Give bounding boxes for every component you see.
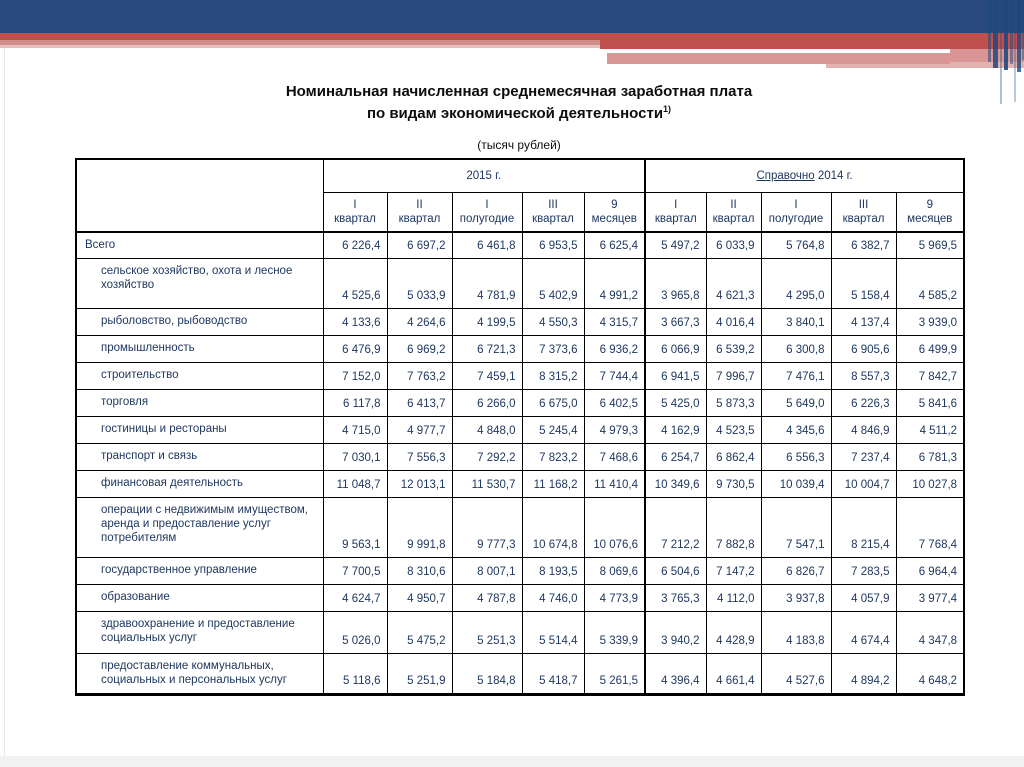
value-cell: 10 004,7 xyxy=(831,470,896,497)
bottom-strip xyxy=(0,756,1024,767)
value-cell: 5 339,9 xyxy=(584,611,645,653)
value-cell: 6 625,4 xyxy=(584,232,645,258)
value-cell: 6 905,6 xyxy=(831,335,896,362)
value-cell: 5 764,8 xyxy=(761,232,831,258)
pink-band-corner xyxy=(950,49,1024,62)
value-cell: 4 112,0 xyxy=(706,584,761,611)
slide-title xyxy=(75,84,963,122)
value-cell: 4 661,4 xyxy=(706,653,761,694)
row-label: торговля xyxy=(76,389,323,416)
value-cell: 5 418,7 xyxy=(522,653,584,694)
value-cell: 7 842,7 xyxy=(896,362,964,389)
value-cell: 4 848,0 xyxy=(452,416,522,443)
column-header: 9 месяцев xyxy=(896,192,964,232)
value-cell: 7 744,4 xyxy=(584,362,645,389)
table-row xyxy=(76,584,964,611)
value-cell: 7 030,1 xyxy=(323,443,387,470)
value-cell: 6 826,7 xyxy=(761,557,831,584)
table-row xyxy=(76,389,964,416)
value-cell: 8 557,3 xyxy=(831,362,896,389)
column-header: I квартал xyxy=(323,192,387,232)
value-cell: 6 504,6 xyxy=(645,557,706,584)
column-header: I полугодие xyxy=(452,192,522,232)
value-cell: 10 076,6 xyxy=(584,497,645,557)
value-cell: 5 026,0 xyxy=(323,611,387,653)
value-cell: 5 118,6 xyxy=(323,653,387,694)
row-label: Всего xyxy=(76,232,323,258)
value-cell: 6 721,3 xyxy=(452,335,522,362)
value-cell: 7 237,4 xyxy=(831,443,896,470)
value-cell: 4 183,8 xyxy=(761,611,831,653)
value-cell: 8 007,1 xyxy=(452,557,522,584)
row-label: сельское хозяйство, охота и лесное хозяйство xyxy=(76,258,323,308)
value-cell: 6 033,9 xyxy=(706,232,761,258)
value-cell: 9 991,8 xyxy=(387,497,452,557)
group-header-2014-underlined: Справочно xyxy=(756,169,815,182)
value-cell: 7 547,1 xyxy=(761,497,831,557)
column-header: III квартал xyxy=(831,192,896,232)
value-cell: 4 585,2 xyxy=(896,258,964,308)
value-cell: 7 882,8 xyxy=(706,497,761,557)
value-cell: 6 556,3 xyxy=(761,443,831,470)
value-cell: 6 254,7 xyxy=(645,443,706,470)
value-cell: 6 697,2 xyxy=(387,232,452,258)
value-cell: 5 184,8 xyxy=(452,653,522,694)
value-cell: 5 873,3 xyxy=(706,389,761,416)
row-label: строительство xyxy=(76,362,323,389)
value-cell: 4 347,8 xyxy=(896,611,964,653)
value-cell: 7 996,7 xyxy=(706,362,761,389)
red-block-right xyxy=(600,33,1024,49)
value-cell: 8 310,6 xyxy=(387,557,452,584)
value-cell: 6 226,3 xyxy=(831,389,896,416)
value-cell: 7 292,2 xyxy=(452,443,522,470)
value-cell: 3 965,8 xyxy=(645,258,706,308)
value-cell: 5 251,9 xyxy=(387,653,452,694)
value-cell: 5 245,4 xyxy=(522,416,584,443)
value-cell: 5 402,9 xyxy=(522,258,584,308)
value-cell: 5 514,4 xyxy=(522,611,584,653)
column-header: I квартал xyxy=(645,192,706,232)
table-row xyxy=(76,308,964,335)
top-banner xyxy=(0,0,1024,33)
value-cell: 7 468,6 xyxy=(584,443,645,470)
value-cell: 4 674,4 xyxy=(831,611,896,653)
column-header: II квартал xyxy=(706,192,761,232)
value-cell: 4 894,2 xyxy=(831,653,896,694)
value-cell: 4 162,9 xyxy=(645,416,706,443)
value-cell: 6 066,9 xyxy=(645,335,706,362)
value-cell: 4 199,5 xyxy=(452,308,522,335)
value-cell: 4 345,6 xyxy=(761,416,831,443)
value-cell: 7 459,1 xyxy=(452,362,522,389)
value-cell: 5 497,2 xyxy=(645,232,706,258)
title-line-1: Номинальная начисленная среднемесячная заработная плата xyxy=(285,83,753,100)
value-cell: 6 936,2 xyxy=(584,335,645,362)
column-header: I полугодие xyxy=(761,192,831,232)
table-row xyxy=(76,443,964,470)
value-cell: 6 382,7 xyxy=(831,232,896,258)
value-cell: 10 349,6 xyxy=(645,470,706,497)
value-cell: 7 556,3 xyxy=(387,443,452,470)
value-cell: 4 746,0 xyxy=(522,584,584,611)
group-header-2015: 2015 г. xyxy=(323,159,645,192)
value-cell: 4 979,3 xyxy=(584,416,645,443)
value-cell: 6 413,7 xyxy=(387,389,452,416)
value-cell: 6 117,8 xyxy=(323,389,387,416)
row-label: предоставление коммунальных, социальных и персональных услуг xyxy=(76,653,323,694)
value-cell: 7 283,5 xyxy=(831,557,896,584)
value-cell: 3 765,3 xyxy=(645,584,706,611)
value-cell: 8 069,6 xyxy=(584,557,645,584)
value-cell: 6 300,8 xyxy=(761,335,831,362)
value-cell: 11 048,7 xyxy=(323,470,387,497)
value-cell: 6 476,9 xyxy=(323,335,387,362)
value-cell: 9 730,5 xyxy=(706,470,761,497)
value-cell: 4 781,9 xyxy=(452,258,522,308)
group-header-2014-rest: 2014 г. xyxy=(814,169,853,182)
table-row xyxy=(76,335,964,362)
table-row xyxy=(76,557,964,584)
value-cell: 6 781,3 xyxy=(896,443,964,470)
value-cell: 5 969,5 xyxy=(896,232,964,258)
value-cell: 4 950,7 xyxy=(387,584,452,611)
value-cell: 5 158,4 xyxy=(831,258,896,308)
title-block xyxy=(75,84,963,152)
value-cell: 3 937,8 xyxy=(761,584,831,611)
table-row xyxy=(76,258,964,308)
row-label: финансовая деятельность xyxy=(76,470,323,497)
group-header-row xyxy=(76,159,964,192)
value-cell: 8 315,2 xyxy=(522,362,584,389)
value-cell: 7 147,2 xyxy=(706,557,761,584)
value-cell: 10 027,8 xyxy=(896,470,964,497)
value-cell: 12 013,1 xyxy=(387,470,452,497)
value-cell: 11 530,7 xyxy=(452,470,522,497)
value-cell: 4 315,7 xyxy=(584,308,645,335)
value-cell: 7 823,2 xyxy=(522,443,584,470)
slide-subtitle: (тысяч рублей) xyxy=(477,138,561,152)
value-cell: 4 715,0 xyxy=(323,416,387,443)
table-row xyxy=(76,232,964,258)
value-cell: 11 168,2 xyxy=(522,470,584,497)
value-cell: 7 152,0 xyxy=(323,362,387,389)
value-cell: 6 402,5 xyxy=(584,389,645,416)
value-cell: 6 953,5 xyxy=(522,232,584,258)
value-cell: 4 527,6 xyxy=(761,653,831,694)
value-cell: 4 787,8 xyxy=(452,584,522,611)
value-cell: 4 621,3 xyxy=(706,258,761,308)
row-label: гостиницы и рестораны xyxy=(76,416,323,443)
value-cell: 6 461,8 xyxy=(452,232,522,258)
value-cell: 6 499,9 xyxy=(896,335,964,362)
table-row xyxy=(76,497,964,557)
value-cell: 4 846,9 xyxy=(831,416,896,443)
value-cell: 5 425,0 xyxy=(645,389,706,416)
value-cell: 4 016,4 xyxy=(706,308,761,335)
value-cell: 5 033,9 xyxy=(387,258,452,308)
value-cell: 7 700,5 xyxy=(323,557,387,584)
table-row xyxy=(76,362,964,389)
title-line-2: по видам экономической деятельности xyxy=(366,104,664,122)
value-cell: 4 977,7 xyxy=(387,416,452,443)
value-cell: 4 295,0 xyxy=(761,258,831,308)
value-cell: 4 133,6 xyxy=(323,308,387,335)
value-cell: 3 840,1 xyxy=(761,308,831,335)
value-cell: 4 648,2 xyxy=(896,653,964,694)
table-row xyxy=(76,611,964,653)
row-label: рыболовство, рыбоводство xyxy=(76,308,323,335)
value-cell: 6 941,5 xyxy=(645,362,706,389)
value-cell: 4 396,4 xyxy=(645,653,706,694)
row-label: здравоохранение и предоставление социальных услуг xyxy=(76,611,323,653)
value-cell: 4 428,9 xyxy=(706,611,761,653)
value-cell: 10 674,8 xyxy=(522,497,584,557)
value-cell: 4 137,4 xyxy=(831,308,896,335)
value-cell: 4 523,5 xyxy=(706,416,761,443)
value-cell: 6 226,4 xyxy=(323,232,387,258)
value-cell: 9 563,1 xyxy=(323,497,387,557)
value-cell: 7 476,1 xyxy=(761,362,831,389)
value-cell: 3 940,2 xyxy=(645,611,706,653)
value-cell: 6 964,4 xyxy=(896,557,964,584)
value-cell: 5 261,5 xyxy=(584,653,645,694)
value-cell: 9 777,3 xyxy=(452,497,522,557)
value-cell: 7 373,6 xyxy=(522,335,584,362)
value-cell: 8 193,5 xyxy=(522,557,584,584)
value-cell: 6 862,4 xyxy=(706,443,761,470)
row-label: государственное управление xyxy=(76,557,323,584)
value-cell: 6 539,2 xyxy=(706,335,761,362)
group-header-2014 xyxy=(645,159,964,192)
value-cell: 5 475,2 xyxy=(387,611,452,653)
value-cell: 7 212,2 xyxy=(645,497,706,557)
value-cell: 4 624,7 xyxy=(323,584,387,611)
value-cell: 8 215,4 xyxy=(831,497,896,557)
row-label: транспорт и связь xyxy=(76,443,323,470)
pink-band-right-1 xyxy=(607,53,950,64)
column-header: 9 месяцев xyxy=(584,192,645,232)
row-label: образование xyxy=(76,584,323,611)
value-cell: 3 667,3 xyxy=(645,308,706,335)
value-cell: 10 039,4 xyxy=(761,470,831,497)
title-footnote-marker: 1) xyxy=(663,103,672,114)
value-cell: 4 057,9 xyxy=(831,584,896,611)
value-cell: 7 768,4 xyxy=(896,497,964,557)
value-cell: 7 763,2 xyxy=(387,362,452,389)
value-cell: 3 939,0 xyxy=(896,308,964,335)
value-cell: 4 991,2 xyxy=(584,258,645,308)
row-label: промышленность xyxy=(76,335,323,362)
value-cell: 4 525,6 xyxy=(323,258,387,308)
value-cell: 11 410,4 xyxy=(584,470,645,497)
value-cell: 4 511,2 xyxy=(896,416,964,443)
value-cell: 6 266,0 xyxy=(452,389,522,416)
value-cell: 4 550,3 xyxy=(522,308,584,335)
value-cell: 4 264,6 xyxy=(387,308,452,335)
value-cell: 6 675,0 xyxy=(522,389,584,416)
table-row xyxy=(76,416,964,443)
value-cell: 5 251,3 xyxy=(452,611,522,653)
column-header: II квартал xyxy=(387,192,452,232)
table-row xyxy=(76,653,964,694)
table-row xyxy=(76,470,964,497)
value-cell: 5 841,6 xyxy=(896,389,964,416)
wages-table xyxy=(75,158,965,696)
slide-edge-line xyxy=(4,48,5,756)
value-cell: 4 773,9 xyxy=(584,584,645,611)
value-cell: 3 977,4 xyxy=(896,584,964,611)
corner-cell xyxy=(76,159,323,232)
value-cell: 6 969,2 xyxy=(387,335,452,362)
column-header: III квартал xyxy=(522,192,584,232)
row-label: операции с недвижимым имуществом, аренда и предоставление услуг потребителям xyxy=(76,497,323,557)
value-cell: 5 649,0 xyxy=(761,389,831,416)
